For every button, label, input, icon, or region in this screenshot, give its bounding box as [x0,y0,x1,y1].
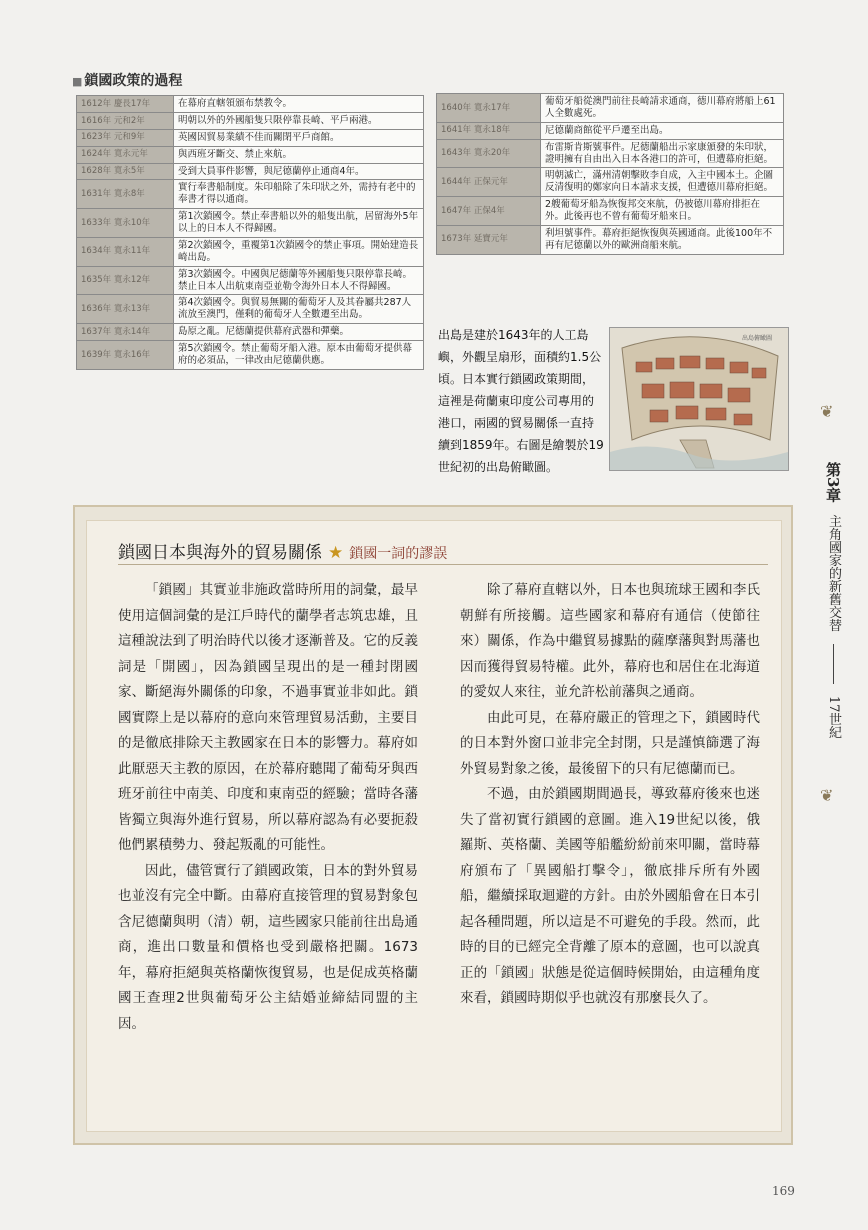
timeline-row [437,197,784,226]
timeline-row [77,209,424,238]
article-paragraph: 不過，由於鎖國期間過長，導致幕府後來也迷失了當初實行鎖國的意圖。進入19世紀以後，俄羅斯、英格蘭、美國等船艦紛紛前來叩關，當時幕府頒布了「異國船打擊令」，徹底排斥所有外國船，繼續採取迴避的方針。由於外國船會在日本引起各種問題，所以這是不可避免的手段。然而，此時的目的已經完全背離了原本的意圖，也可以說真正的「鎖國」狀態是從這個時候開始，由這種角度來看，鎖國時期似乎也就沒有那麼長久了。 [460,786,760,1006]
timeline-row [77,180,424,209]
timeline-year: 1634年 寬永11年 [77,237,174,266]
timeline-event: 島原之亂。尼德蘭提供幕府武器和彈藥。 [174,324,424,341]
timeline-row [77,129,424,146]
timeline-year: 1631年 寬永8年 [77,180,174,209]
timeline-row [437,168,784,197]
map-label: 出島俯瞰圖 [742,335,773,342]
timeline-year: 1673年 延寶元年 [437,225,541,254]
page-number: 169 [772,1184,795,1198]
timeline-row [77,324,424,341]
article-paragraph: 「鎖國」其實並非施政當時所用的詞彙，最早使用這個詞彙的是江戶時代的蘭學者志筑忠雄，且這種說法到了明治時代以後才逐漸普及。它的反義詞是「開國」，因為鎖國呈現出的是一種封閉國家、斷絕海外關係的印象，不過事實並非如此。鎖國實際上是以幕府的意向來管理貿易活動，主要目的是徹底排除天主教國家在日本的影響力。幕府如此厭惡天主教的原因，在於幕府聽聞了葡萄牙與西班牙前往中南美、印度和東南亞的經驗；當時各藩皆獨立與海外進行貿易，所以幕府認為有必要扼殺他們累積勢力、發起叛亂的可能性。 [118,582,418,853]
article-paragraph: 因此，儘管實行了鎖國政策，日本的對外貿易也並沒有完全中斷。由幕府直接管理的貿易對象包含尼德蘭與明（清）朝，這些國家只能前往出島通商，進出口數量和價格也受到嚴格把關。1673年，幕府拒絕與英格蘭恢復貿易，也是促成英格蘭國王查理2世與葡萄牙公主結婚並締結同盟的主因。 [118,862,418,1032]
timeline-event: 在幕府直轄領頒布禁教令。 [174,96,424,113]
timeline-event: 第1次鎖國令。禁止奉書船以外的船隻出航，居留海外5年以上的日本人不得歸國。 [174,209,424,238]
chapter-number: 第3章 [824,461,842,503]
timeline-year: 1637年 寬永14年 [77,324,174,341]
dejima-map-drawing [610,328,788,470]
timeline-year: 1640年 寬永17年 [437,94,541,123]
dejima-map-illustration [609,327,789,471]
star-icon: ★ [328,543,344,563]
timeline-event: 葡萄牙船從澳門前往長崎請求通商，德川幕府將船上61人全數處死。 [541,94,784,123]
timeline-year: 1635年 寬永12年 [77,266,174,295]
timeline-event: 尼德蘭商館從平戶遷至出島。 [541,122,784,139]
article-column-left [118,578,418,1037]
article-column-right [460,578,760,1012]
timeline-table-right [436,93,784,255]
timeline-row [77,96,424,113]
feature-box-subtitle: 鎖國一詞的謬誤 [349,546,448,562]
section-title: ■ 鎖國政策的過程 [72,73,183,89]
timeline-row [77,112,424,129]
timeline-row [77,237,424,266]
timeline-event: 與西班牙斷交、禁止來航。 [174,146,424,163]
timeline-year: 1641年 寬永18年 [437,122,541,139]
timeline-event: 布雷斯肯斯號事件。尼德蘭船出示家康頒發的朱印狀，證明擁有自由出入日本各港口的許可，但遭幕府拒絕。 [541,139,784,168]
ornament-bottom-icon: ❦ [820,786,834,805]
timeline-row [77,295,424,324]
timeline-row [77,146,424,163]
timeline-row [77,341,424,370]
timeline-event: 第5次鎖國令。禁止葡萄牙船入港。原本由葡萄牙提供幕府的必須品，一律改由尼德蘭供應。 [174,341,424,370]
dejima-caption: 出島是建於1643年的人工島嶼，外觀呈扇形，面積約1.5公頃。日本實行鎖國政策期間，這裡是荷蘭東印度公司專用的港口，兩國的貿易關係一直持續到1859年。右圖是繪製於19世紀初的出島俯瞰圖。 [438,328,604,474]
article-paragraph: 除了幕府直轄以外，日本也與琉球王國和李氏朝鮮有所接觸。這些國家和幕府有通信（使節往來）關係，作為中繼貿易據點的薩摩藩與對馬藩也因而獲得貿易特權。此外，幕府也和居住在北海道的愛奴人來往，並允許松前藩與之通商。 [460,582,760,700]
timeline-row [437,122,784,139]
timeline-year: 1624年 寬永元年 [77,146,174,163]
timeline-row [77,266,424,295]
timeline-row [437,225,784,254]
timeline-row [437,139,784,168]
timeline-year: 1633年 寬永10年 [77,209,174,238]
chapter-title: 主角國家的新舊交替 [826,514,841,632]
timeline-event: 第3次鎖國令。中國與尼德蘭等外國船隻只限停靠長崎。禁止日本人出航東南亞並勒令海外日本人不得歸國。 [174,266,424,295]
timeline-year: 1639年 寬永16年 [77,341,174,370]
timeline-event: 明朝以外的外國船隻只限停靠長崎、平戶兩港。 [174,112,424,129]
timeline-year: 1644年 正保元年 [437,168,541,197]
feature-box-title: 鎖國日本與海外的貿易關係 ★ 鎖國一詞的謬誤 [118,543,448,563]
timeline-event: 明朝滅亡，滿州清朝擊敗李自成，入主中國本土。企圖反清復明的鄭家向日本請求支援，但遭德川幕府拒絕。 [541,168,784,197]
ornament-top-icon: ❦ [820,402,834,421]
timeline-year: 1616年 元和2年 [77,112,174,129]
timeline-year: 1612年 慶長17年 [77,96,174,113]
timeline-year: 1636年 寬永13年 [77,295,174,324]
timeline-event: 第2次鎖國令，重覆第1次鎖國令的禁止事項。開始建造長崎出島。 [174,237,424,266]
timeline-row [437,94,784,123]
timeline-table-left [76,95,424,370]
timeline-year: 1628年 寬永5年 [77,163,174,180]
article-paragraph: 由此可見，在幕府嚴正的管理之下，鎖國時代的日本對外窗口並非完全封閉，只是謹慎篩選了海外貿易對象之後，最後留下的只有尼德蘭而已。 [460,709,760,777]
timeline-year: 1623年 元和9年 [77,129,174,146]
title-divider [118,564,768,565]
side-divider [833,644,834,684]
timeline-event: 受到大員事件影響，與尼德蘭停止通商4年。 [174,163,424,180]
timeline-row [77,163,424,180]
square-bullet-icon: ■ [72,75,83,88]
timeline-year: 1647年 正保4年 [437,197,541,226]
timeline-event: 第4次鎖國令。與貿易無關的葡萄牙人及其眷屬共287人流放至澳門，僅剩的葡萄牙人全數遷至出島。 [174,295,424,324]
timeline-event: 2艘葡萄牙船為恢復邦交來航，仍被德川幕府排拒在外。此後再也不曾有葡萄牙船來日。 [541,197,784,226]
timeline-event: 利坦號事件。幕府拒絕恢復與英國通商。此後100年不再有尼德蘭以外的歐洲商船來航。 [541,225,784,254]
timeline-year: 1643年 寬永20年 [437,139,541,168]
chapter-side-tab [814,400,844,800]
timeline-event: 英國因貿易業績不佳而關閉平戶商館。 [174,129,424,146]
timeline-event: 實行奉書船制度。朱印船除了朱印狀之外，需持有老中的奉書才得以通商。 [174,180,424,209]
chapter-era: 17世紀 [826,695,841,739]
